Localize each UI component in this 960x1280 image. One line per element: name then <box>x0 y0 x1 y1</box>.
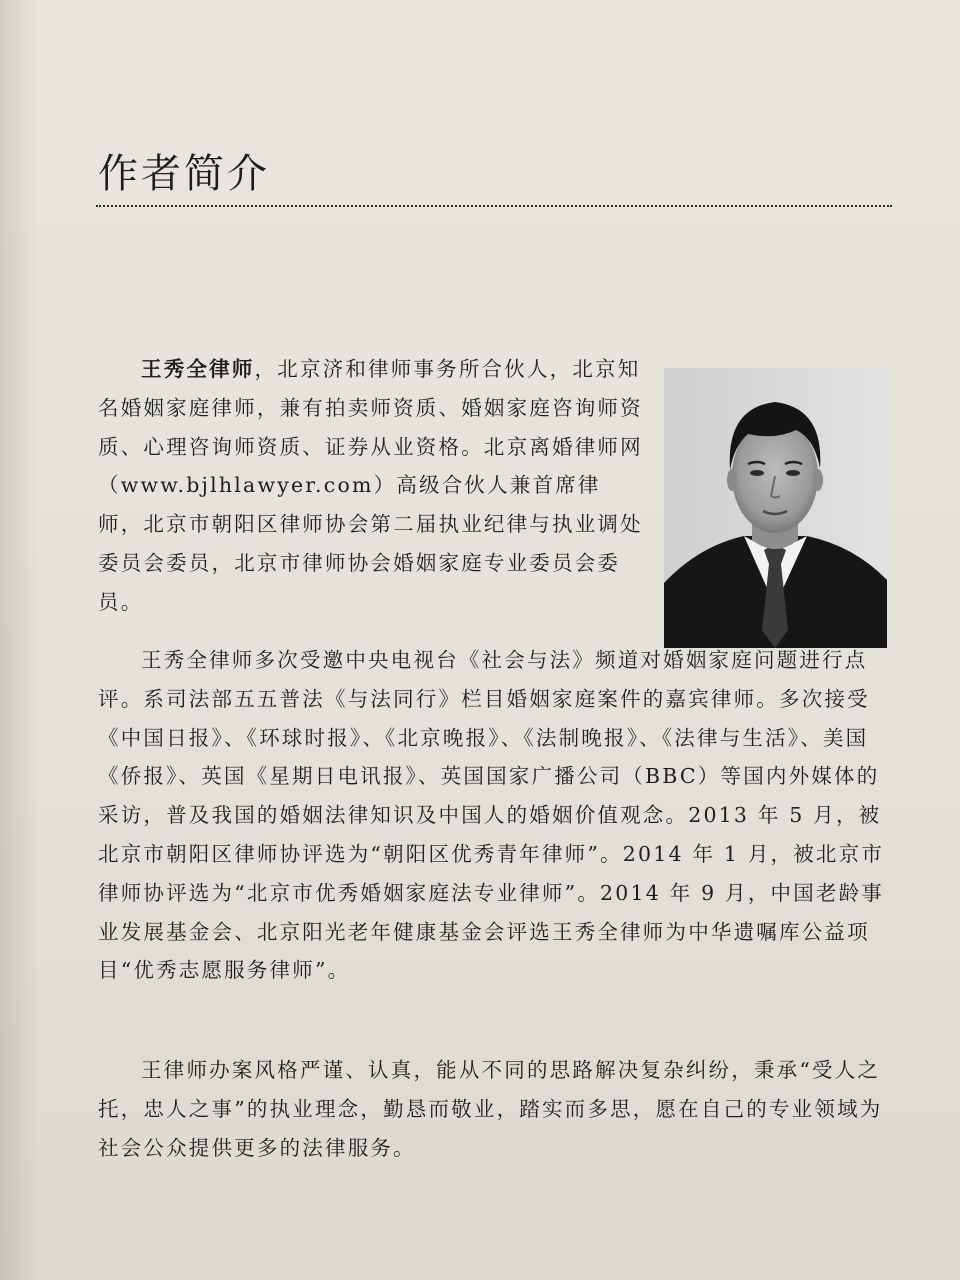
bio-paragraph-3: 王律师办案风格严谨、认真，能从不同的思路解决复杂纠纷，秉承“受人之托，忠人之事”的执业理念，勤恳而敬业，踏实而多思，愿在自己的专业领域为社会公众提供更多的法律服务。 <box>98 1058 883 1160</box>
title-divider <box>96 205 892 207</box>
author-name: 王秀全律师 <box>141 357 255 381</box>
page-gutter-shadow <box>0 0 40 1280</box>
author-portrait-icon <box>664 368 887 648</box>
section-title: 作者简介 <box>98 151 270 197</box>
bio-paragraph-1 <box>98 350 646 622</box>
bio-paragraph-1-text: ，北京济和律师事务所合伙人，北京知名婚姻家庭律师，兼有拍卖师资质、婚姻家庭咨询师资质、心理咨询师资质、证券从业资格。北京离婚律师网（www.bjlhlawyer.com）高级合伙人兼首席律师，北京市朝阳区律师协会第二届执业纪律与执业调处委员会委员，北京市律师协会婚姻家庭专业委员会委员。 <box>98 357 643 614</box>
bio-paragraph-2: 王秀全律师多次受邀中央电视台《社会与法》频道对婚姻家庭问题进行点评。系司法部五五普法《与法同行》栏目婚姻家庭案件的嘉宾律师。多次接受《中国日报》、《环球时报》、《北京晚报》、《法制晚报》、《法律与生活》、美国《侨报》、英国《星期日电讯报》、英国国家广播公司（BBC）等国内外媒体的采访，普及我国的婚姻法律知识及中国人的婚姻价值观念。2013 年 5 月，被北京市朝阳区律师协评选为“朝阳区优秀青年律师”。2014 年 1 月，被北京市律师协评选为“北京市优秀婚姻家庭法专业律师”。2014 年 9 月，中国老龄事业发展基金会、北京阳光老年健康基金会评选王秀全律师为中华遗嘱库公益项目“优秀志愿服务律师”。 <box>98 648 885 983</box>
author-photo <box>664 368 887 648</box>
